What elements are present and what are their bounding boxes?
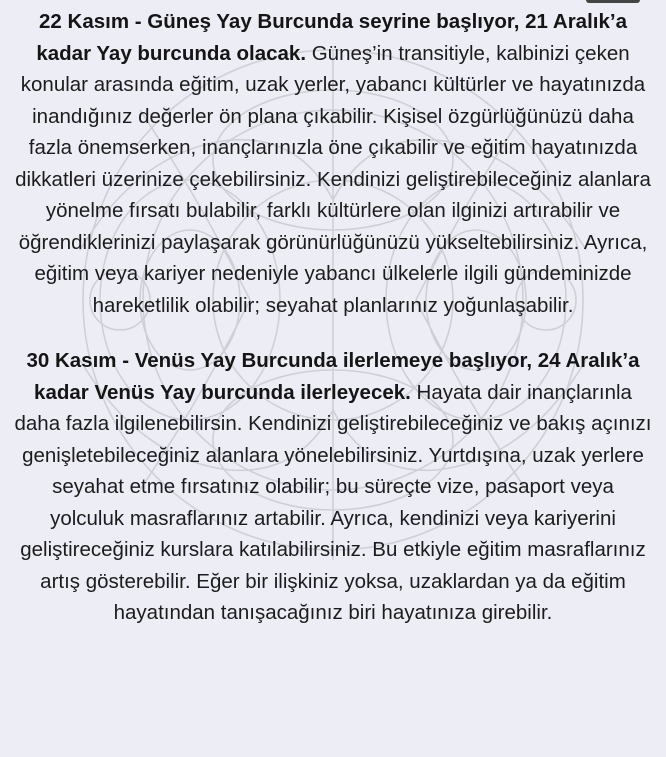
- transit-heading: 30 Kasım - Venüs Yay Burcunda ilerlemeye başlıyor, 24 Aralık’a kadar Venüs Yay burcunda ilerleyecek.: [26, 349, 640, 404]
- transit-paragraph-sun: [14, 6, 652, 321]
- transit-heading: 22 Kasım - Güneş Yay Burcunda seyrine başlıyor, 21 Aralık’a kadar Yay burcunda olacak.: [36, 10, 627, 65]
- top-edge-handle: [586, 0, 640, 3]
- transit-body: Hayata dair inançlarınla daha fazla ilgilenebilirsin. Kendinizi geliştirebileceğiniz ve bakış açınızı genişletebileceğiniz alanlara yönelebilirsiniz. Yurtdışına, uzak yerlere seyahat etme fırsatınız olabilir; bu süreçte vize, pasaport veya yolculuk masraflarınız artabilir. Ayrıca, kendinizi veya kariyerini geliştireceğiniz kurslara katılabilirsiniz. Bu etkiyle eğitim masraflarınız artış gösterebilir. Eğer bir ilişkiniz yoksa, uzaklardan ya da eğitim hayatından tanışacağınız biri hayatınıza girebilir.: [14, 380, 652, 624]
- transit-body: Güneş’in transitiyle, kalbinizi çeken konular arasında eğitim, uzak yerler, yabancı kültürler ve hayatınızda inandığınız değerler ön plana çıkabilir. Kişisel özgürlüğünüzü daha fazla önemserken, inançlarınızla öne çıkabilir ve eğitim hayatınızda dikkatleri üzerinize çekebilirsiniz. Kendinizi geliştirebileceğiniz alanlara yönelme fırsatı bulabilir, farklı kültürlere olan ilginizi artırabilir ve öğrendiklerinizi paylaşarak görünürlüğünüzü yükseltebilirsiniz. Ayrıca, eğitim veya kariyer nedeniyle yabancı ülkelerle ilgili gündeminizde hareketlilik olabilir; seyahat planlarınız yoğunlaşabilir.: [15, 41, 651, 317]
- transit-paragraph-venus: [14, 345, 652, 629]
